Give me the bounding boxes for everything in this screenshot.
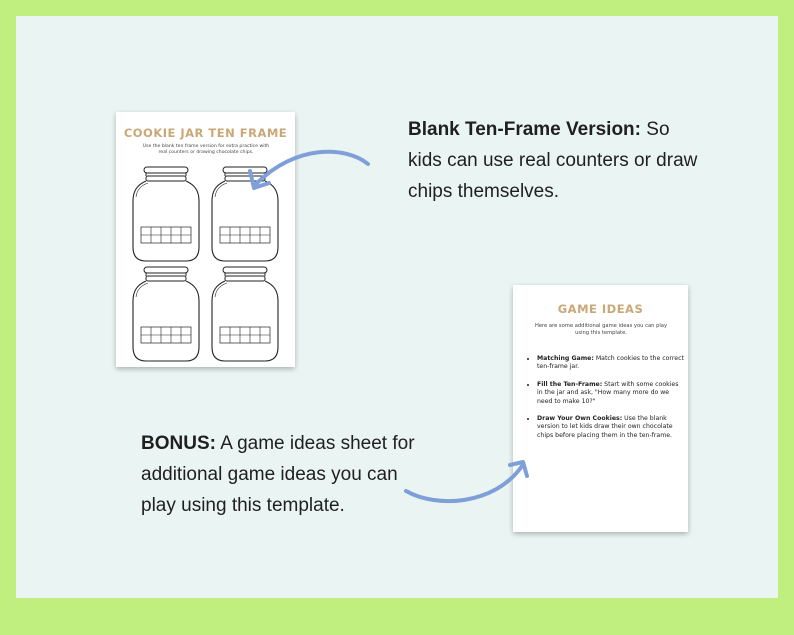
callout-text: So kids can use real counters or draw chips themselves. [408,119,698,202]
sheet-subtitle: Here are some additional game ideas you can play using this template. [534,323,668,336]
content-panel [16,16,778,598]
sheet-title: COOKIE JAR TEN FRAME [123,126,288,140]
callout-heading: BONUS: [141,433,216,454]
list-item: • Matching Game: Match cookies to the correct ten-frame jar. [537,355,685,372]
callout-heading: Blank Ten-Frame Version: [408,119,641,140]
sheet-title: GAME IDEAS [557,302,644,316]
list-item: • Draw Your Own Cookies: Use the blank version to let kids draw their own chocolate chips before placing them in the ten-frame. [537,415,685,440]
sheet-subtitle: Use the blank ten frame version for extra practice with real counters or drawing chocolate chips. [142,144,270,155]
arrows-layer [16,16,778,598]
arrow-to-game-ideas-icon [406,462,527,501]
list-item: • Fill the Ten-Frame: Start with some cookies in the jar and ask, "How many more do we need to make 10?" [537,381,685,406]
arrow-to-ten-frame-icon [250,152,368,188]
callout-text: A game ideas sheet for additional game ideas you can play using this template. [141,433,415,516]
